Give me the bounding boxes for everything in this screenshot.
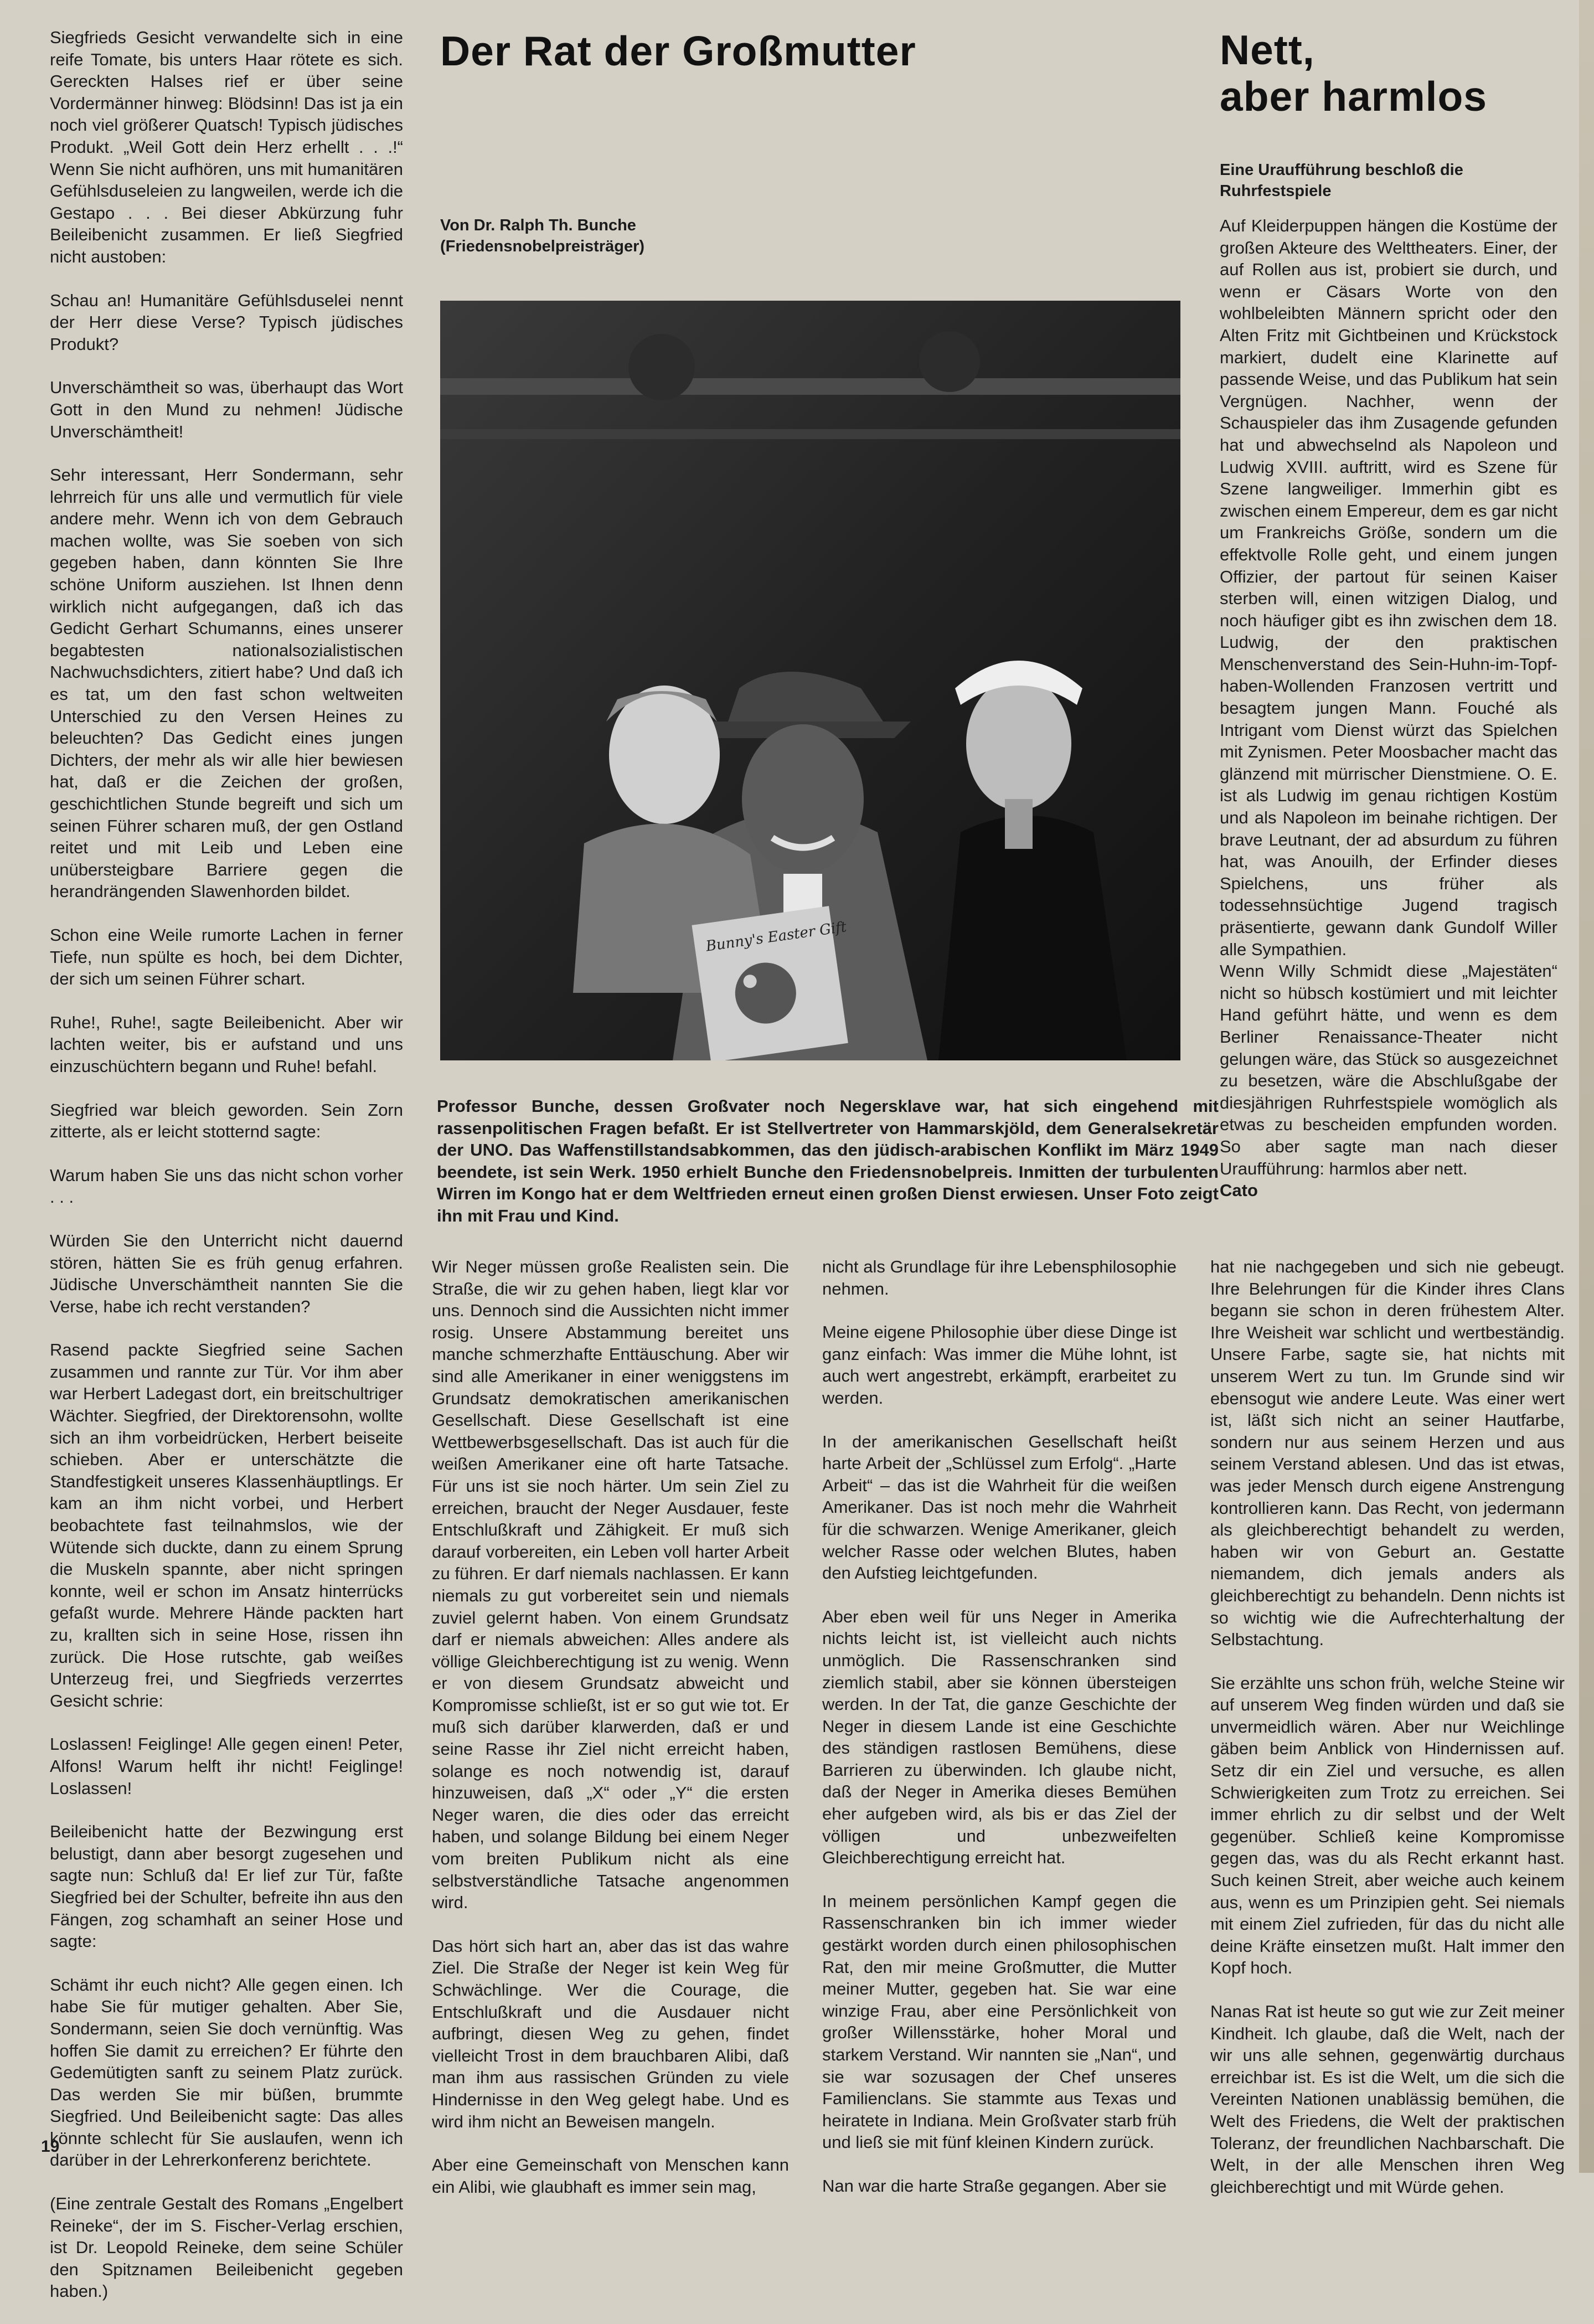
- body-paragraph: Aber eine Gemeinschaft von Menschen kann ein Alibi, wie glaubhaft es immer sein mag,: [432, 2155, 789, 2197]
- left-paragraph: Ruhe!, Ruhe!, sagte Beileibenicht. Aber wir lachten weiter, bis er aufstand und uns einzuschüchtern begann und Ruhe! befahl.: [50, 1012, 403, 1076]
- left-paragraph: Schau an! Humanitäre Gefühlsduselei nennt der Herr diese Verse? Typisch jüdisches Produkt?: [50, 290, 403, 354]
- left-paragraph: Warum haben Sie uns das nicht schon vorher . . .: [50, 1165, 403, 1207]
- body-paragraph: Nan war die harte Straße gegangen. Aber sie: [822, 2176, 1167, 2196]
- body-paragraph: In meinem persönlichen Kampf gegen die Rassenschranken bin ich immer wieder gestärkt worden durch einen philosophischen Rat, den mir meine Großmutter, die Mutter meiner Mutter, gegeben hat. Sie war eine winzige Frau, aber eine Persönlichkeit von großer Willensstärke, hoher Moral und starkem Verstand. Wir nannten sie „Nan“, und sie war sozusagen der Chef unseres Familienclans. Sie stammte aus Texas und heiratete in Indiana. Mein Großvater starb früh und ließ sie mit fünf kleinen Kindern zurück.: [822, 1891, 1177, 2152]
- left-paragraph: Schon eine Weile rumorte Lachen in ferner Tiefe, nun spülte es hoch, bei dem Dichter, der sich um seinen Führer schart.: [50, 925, 403, 989]
- body-paragraph: Aber eben weil für uns Neger in Amerika nichts leicht ist, ist vielleicht auch nichts unmöglich. Die Rassenschranken sind ziemlich stabil, aber sie können übersteigen werden. In der Tat, die ganze Geschichte der Neger in diesem Lande ist eine Geschichte des ständigen rastlosen Bemühens, diese Barrieren zu überwinden. Ich glaube nicht, daß der Neger in Amerika dieses Bemühen eher aufgeben wird, als bis er das Ziel der völligen und unbezweifelten Gleichberechtigung erreicht hat.: [822, 1606, 1177, 1868]
- left-paragraph: Siegfrieds Gesicht verwandelte sich in eine reife Tomate, bis unters Haar rötete es sich. Gereckten Halses rief er über seine Vordermänner hinweg: Blödsinn! Das ist ja ein noch viel größerer Quatsch! Typisch jüdisches Produkt. „Weil Gott dein Herz erhellt . . .!“ Wenn Sie nicht aufhören, uns mit humanitären Gefühlsduseleien zu langweilen, werde ich die Gestapo . . . Bei dieser Abkürzung fuhr Beileibenicht zusammen. Er ließ Siegfried nicht austoben:: [50, 28, 403, 266]
- center-body-column-2: [822, 1256, 1177, 2219]
- left-paragraph: (Eine zentrale Gestalt des Romans „Engelbert Reineke“, der im S. Fischer-Verlag erschien, ist Dr. Leopold Reineke, dem seine Schüler den Spitznamen Beileibenicht gegeben haben.): [50, 2194, 403, 2301]
- center-article-byline: Von Dr. Ralph Th. Bunche (Friedensnobelpreisträger): [440, 217, 645, 255]
- body-paragraph: Das hört sich hart an, aber das ist das wahre Ziel. Die Straße der Neger ist kein Weg für Schwächlinge. Wer die Courage, die Entschlußkraft und die Ausdauer nicht aufbringt, diesen Weg zu gehen, findet vielleicht Trost in dem brauchbaren Alibi, daß man ihm aus rassischen Gründen zu viele Hindernisse in den Weg gelegt habe. Und es wird ihm nicht an Beweisen mangeln.: [432, 1936, 789, 2131]
- body-paragraph: Nanas Rat ist heute so gut wie zur Zeit meiner Kindheit. Ich glaube, daß die Welt, nach der wir uns alle sehnen, gegenwärtig durchaus erreichbar ist. Es ist die Welt, um die sich die Vereinten Nationen unablässig bemühen, die Welt des Friedens, die Welt der praktischen Toleranz, der freundlichen Nachbarschaft. Die Welt, in der alle Menschen ihren Weg gleichberechtigt und mit Würde gehen.: [1210, 2002, 1565, 2197]
- left-paragraph: Loslassen! Feiglinge! Alle gegen einen! Peter, Alfons! Warum helft ihr nicht! Feiglinge! Loslassen!: [50, 1734, 403, 1798]
- body-paragraph: hat nie nachgegeben und sich nie gebeugt. Ihre Belehrungen für die Kinder ihres Clans begann sie schon in deren frühestem Alter. Ihre Weisheit war schlicht und wertbeständig. Unsere Farbe, sagte sie, hat nichts mit unserem Wert zu tun. Im Grunde sind wir ebensogut wie andere Leute. Was einer wert ist, läßt sich nicht an seiner Hautfarbe, sondern nur aus seinem Herzen und aus seinem Verstand ablesen. Und das ist etwas, was jeder Mensch durch eigene Anstrengung kontrollieren kann. Das Recht, von jedermann als gleichberechtigt behandelt zu werden, haben wir von Geburt an. Gestatte niemandem, dich jemals anders als gleichberechtigt zu behandeln. Denn nichts ist so wichtig wie die Aufrechterhaltung der Selbstachtung.: [1210, 1257, 1565, 1650]
- center-body-column-1: [432, 1256, 789, 2219]
- body-paragraph: Auf Kleiderpuppen hängen die Kostüme der großen Akteure des Welttheaters. Einer, der auf Rollen aus ist, probiert sie durch, und wenn er Cäsars Worte von den wohlbeleibten Männern spricht oder den Alten Fritz mit Gichtbeinen und Krückstock markiert, dudelt eine Klarinette auf passende Weise, und das Publikum hat sein Vergnügen. Nachher, wenn der Schauspieler das ihm Zusagende gefunden hat und abwechselnd als Napoleon und Ludwig XVIII. auftritt, wird es Szene für Szene langweiliger. Immerhin gibt es zwischen einem Empereur, dem es gar nicht um Frankreichs Größe, sondern um die effektvolle Rolle geht, und einem jungen Offizier, der partout für seinen Kaiser sterben will, einen witzigen Dialog, und noch häufiger gibt es ihn zwischen dem 18. Ludwig, der den praktischen Menschenverstand des Sein-Huhn-im-Topf-haben-Wollenden Franzosen vertritt und besagtem jungen Mann. Fouché als Intrigant vom Dienst würzt das Spielchen mit Zynismen. Peter Moosbacher macht das glänzend mit mürrischer Dienstmiene. O. E. ist als Ludwig im genau richtigen Kostüm und als Napoleon im beinahe richtigen. Der brave Leutnant, der ad absurdum zu führen hat, was Anouilh, der Erfinder dieses Spielchens, uns früher als todessehnsüchtige Jugend tragisch präsentierte, gewann dank Gundolf Willer alle Sympathien.: [1220, 216, 1557, 959]
- body-paragraph: Meine eigene Philosophie über diese Dinge ist ganz einfach: Was immer die Mühe lohnt, ist auch wert angestrebt, erkämpft, erarbeitet zu werden.: [822, 1322, 1177, 1408]
- left-paragraph: Siegfried war bleich geworden. Sein Zorn zitterte, als er leicht stotternd sagte:: [50, 1100, 403, 1142]
- body-paragraph: Sie erzählte uns schon früh, welche Steine wir auf unserem Weg finden würden und daß sie unvermeidlich wären. Aber nur Weichlinge gäben beim Anblick von Hindernissen auf. Setz dir ein Ziel und versuche, es allen Schwierigkeiten zum Trotz zu erreichen. Sei immer ehrlich zu dir selbst und der Welt gegenüber. Schließ keine Kompromisse gegen das, was du als Recht erkannt hast. Such keinen Streit, aber weiche auch keinem aus, wenn es um Prinzipien geht. Sei niemals mit einem Ziel zufrieden, für das du nicht alle deine Kräfte einsetzen mußt. Halt immer den Kopf hoch.: [1210, 1673, 1565, 1978]
- right-article-body: [1220, 215, 1557, 1223]
- center-body-column-3: [1210, 1256, 1565, 2219]
- center-article-title: Der Rat der Großmutter: [440, 28, 916, 74]
- book-cover-text: Bunny's Easter Gift: [705, 919, 848, 955]
- left-paragraph: Sehr interessant, Herr Sondermann, sehr lehrreich für uns alle und vermutlich für viele andere mehr. Wenn ich von dem Gebrauch machen wollte, was Sie soeben von sich gegeben haben, dann könnten Sie Ihre schöne Uniform ausziehen. Ist Ihnen denn wirklich nicht aufgegangen, daß ich das Gedicht Gerhart Schumanns, eines unserer begabtesten nationalsozialistischen Nachwuchsdichters, zitiert habe? Und daß ich es tat, um den fast schon weltweiten Unterschied zu den Versen Heines zu beleuchten? Das Gedicht eines jungen Dichters, der mehr als wir alle hier bewiesen hat, daß er die Zeichen der großen, geschichtlichen Stunde begreift und sich um seinen Führer scharen muß, der gen Ostland reitet und mit Leib und Leben eine unübersteigbare Barriere gegen die herandrängenden Slawenhorden bildet.: [50, 465, 403, 901]
- left-paragraph: Beileibenicht hatte der Bezwingung erst belustigt, dann aber besorgt zugesehen und sagte nun: Schluß da! Er lief zur Tür, faßte Siegfried bei der Schulter, befreite ihn aus den Fängen, zog schamhaft an seiner Hose und sagte:: [50, 1822, 403, 1951]
- right-article-title: Nett, aber harmlos: [1220, 27, 1488, 120]
- body-paragraph: In der amerikanischen Gesellschaft heißt harte Arbeit der „Schlüssel zum Erfolg“. „Harte Arbeit“ – das ist die Wahrheit für die weißen Amerikaner. Das ist noch mehr die Wahrheit für die schwarzen. Wenige Amerikaner, gleich welcher Rasse oder welchen Blutes, haben den Aufstieg leichtgefunden.: [822, 1431, 1177, 1583]
- right-article-subtitle: Eine Uraufführung beschloß die Ruhrfestspiele: [1220, 161, 1463, 200]
- left-paragraph: Unverschämtheit so was, überhaupt das Wort Gott in den Mund zu nehmen! Jüdische Unverschämtheit!: [50, 378, 403, 441]
- photo-caption: Professor Bunche, dessen Großvater noch Negersklave war, hat sich eingehend mit rassenpolitischen Fragen befaßt. Er ist Stellvertreter von Hammarskjöld, dem Generalsekretär der UNO. Das Waffenstillstandsabkommen, das den jüdisch-arabischen Konflikt im März 1949 beendete, ist sein Werk. 1950 erhielt Bunche den Friedensnobelpreis. Inmitten der turbulenten Wirren im Kongo hat er dem Weltfrieden erneut einen großen Dienst erwiesen. Unser Foto zeigt ihn mit Frau und Kind.: [437, 1096, 1219, 1225]
- left-column: [50, 27, 403, 2324]
- page-edge: [1579, 0, 1594, 2173]
- left-paragraph: Würden Sie den Unterricht nicht dauernd stören, hätten Sie es früh genug erfahren. Jüdische Unverschämtheit nannten Sie die Verse, habe ich recht verstanden?: [50, 1230, 403, 1316]
- portrait-photo: [440, 301, 1180, 1060]
- body-paragraph: Wenn Willy Schmidt diese „Majestäten“ nicht so hübsch kostümiert und mit leichter Hand geführt hätte, und wenn es dem Berliner Renaissance-Theater nicht gelungen wäre, das Stück so ausgezeichnet zu besetzen, wäre die Abschlußgabe der diesjährigen Ruhrfestspiele womöglich als etwas zu bescheiden empfunden worden. So aber sagte man nach dieser Uraufführung: harmlos aber nett.: [1220, 961, 1557, 1178]
- body-paragraph: Wir Neger müssen große Realisten sein. Die Straße, die wir zu gehen haben, liegt klar vor uns. Dennoch sind die Aussichten nicht immer rosig. Unsere Abstammung bereitet uns manche schmerzhafte Enttäuschung. Aber wir sind alle Amerikaner in einer weniggstens im Grundsatz demokratischen amerikanischen Gesellschaft. Diese Gesellschaft ist eine Wettbewerbsgesellschaft. Das ist auch für die weißen Amerikaner eine oft harte Tatsache. Für uns ist sie noch härter. Um sein Ziel zu erreichen, braucht der Neger Ausdauer, feste Entschlußkraft und Zähigkeit. Er muß sich darauf vorbereiten, ein Leben voll harter Arbeit zu führen. Er darf niemals nachlassen. Er kann niemals zu gut vorbereitet sein und niemals zuviel gelernt haben. Von einem Grundsatz darf er niemals abweichen: Alles andere als völlige Gleichberechtigung ist zu wenig. Wenn er von diesem Grundsatz abweicht und Kompromisse schließt, ist er so gut wie tot. Er muß sich darüber klarwerden, daß er und seine Rasse ihr Ziel nicht erreicht haben, solange es noch notwendig ist, darauf hinzuweisen, daß „X“ oder „Y“ die ersten Neger waren, die dies oder das erreicht haben, und solange Bildung bei einem Neger vom breiten Publikum nicht als eine selbstverständliche Tatsache angenommen wird.: [432, 1257, 789, 1913]
- page-number: 19: [41, 2137, 60, 2156]
- signature: Cato: [1220, 1181, 1258, 1200]
- left-paragraph: Rasend packte Siegfried seine Sachen zusammen und rannte zur Tür. Vor ihm aber war Herbert Ladegast dort, ein breitschultriger Wächter. Siegfried, der Direktorensohn, wollte sich an ihm vorbeidrücken, Herbert beiseite schieben. Aber er unterschätzte die Standfestigkeit unseres Klassenhäuptlings. Er kam an ihm nicht vorbei, und Herbert beobachtete fast teilnahmslos, wie der Wütende sich duckte, dann zu einem Sprung die Muskeln spannte, aber nicht springen konnte, weil er schon im Ansatz hinterrücks gefaßt wurde. Mehrere Hände packten hart zu, krallten sich in seine Hose, rissen ihn zurück. Die Hose rutschte, gab weißes Unterzeug frei, und Siegfrieds verzerrtes Gesicht schrie:: [50, 1340, 403, 1710]
- body-paragraph: nicht als Grundlage für ihre Lebensphilosophie nehmen.: [822, 1257, 1177, 1298]
- left-paragraph: Schämt ihr euch nicht? Alle gegen einen. Ich habe Sie für mutiger gehalten. Aber Sie, Sondermann, seien Sie doch vernünftig. Was hoffen Sie damit zu erreichen? Er führte den Gedemütigten sanft zu seinem Platz zurück. Das werden Sie mir büßen, brummte Siegfried. Und Beileibenicht sagte: Das alles könnte schlecht für Sie auslaufen, wenn ich darüber in der Lehrerkonferenz berichtete.: [50, 1975, 403, 2170]
